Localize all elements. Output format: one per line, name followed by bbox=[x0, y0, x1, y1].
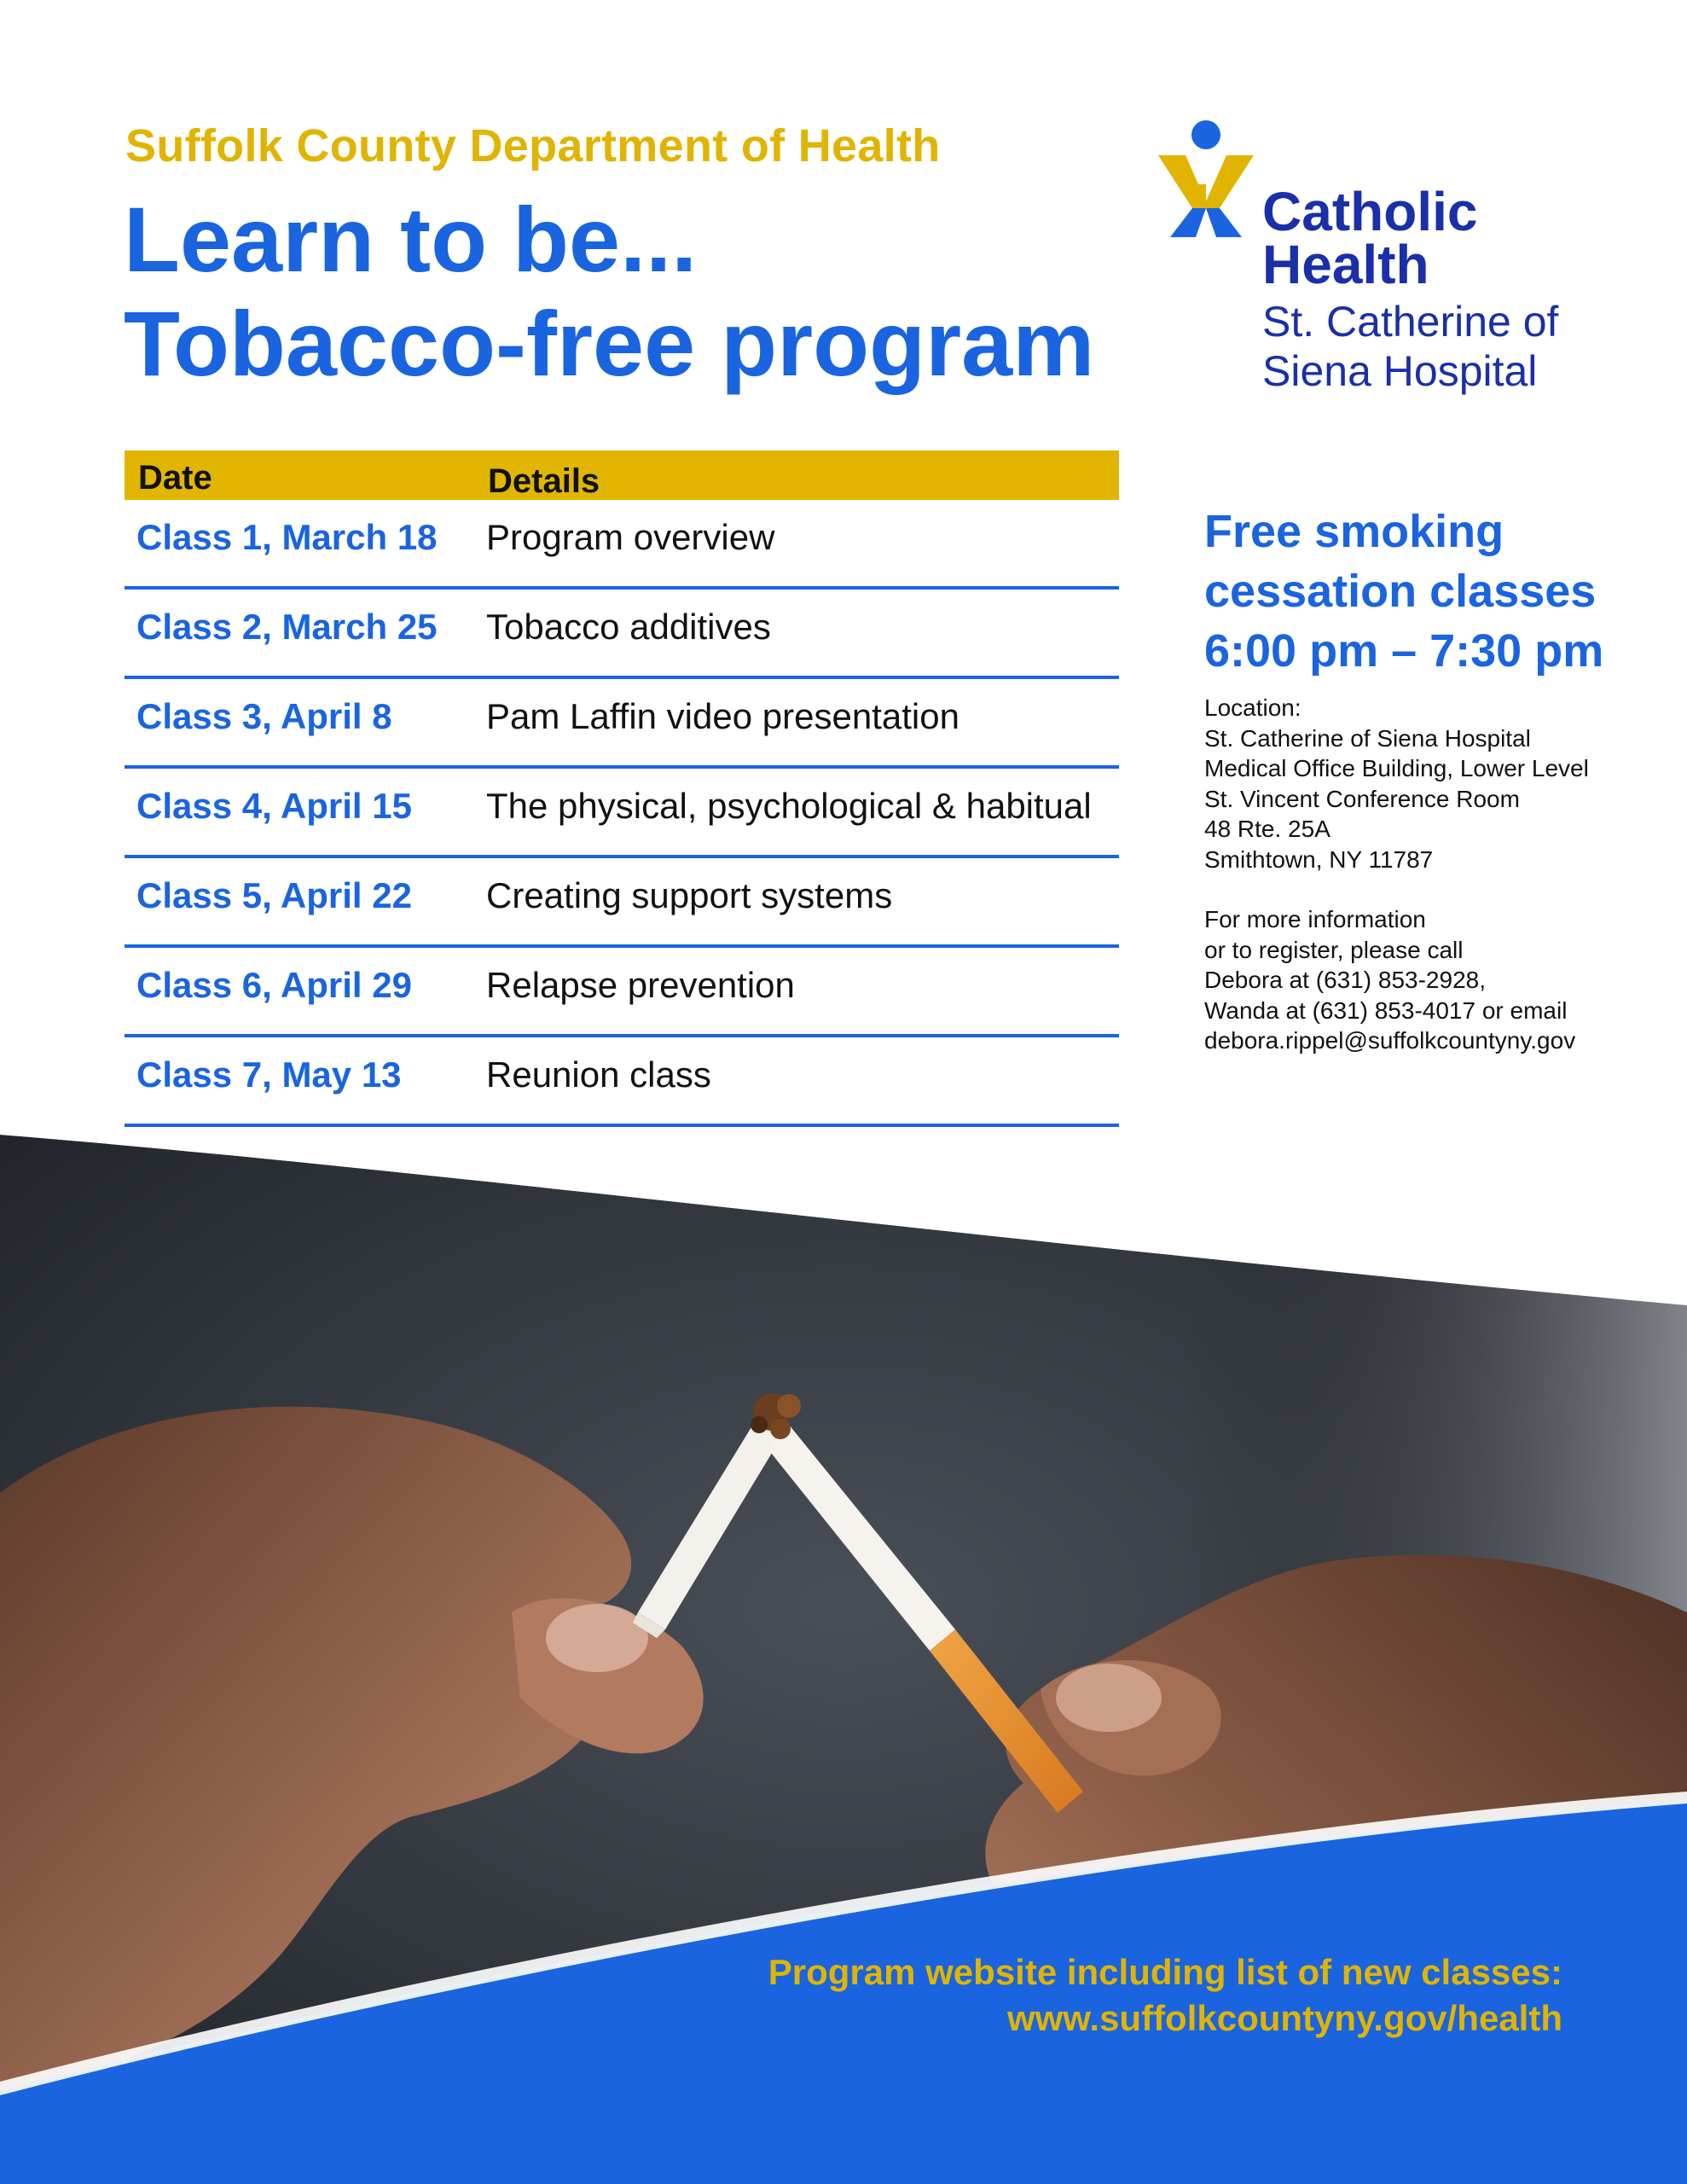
class-details: Program overview bbox=[486, 517, 775, 557]
catholic-health-logo bbox=[1158, 119, 1619, 410]
table-row bbox=[125, 1037, 1119, 1127]
class-details: Relapse prevention bbox=[486, 965, 795, 1005]
contact-line: Wanda at (631) 853-4017 or email bbox=[1204, 996, 1568, 1024]
logo-hospital-line-2: Siena Hospital bbox=[1262, 347, 1538, 395]
class-date: Class 2, March 25 bbox=[136, 607, 438, 647]
column-header-details: Details bbox=[488, 462, 600, 500]
spacer bbox=[1204, 874, 1665, 904]
title-line-1: Learn to be... bbox=[124, 188, 698, 291]
department-name: Suffolk County Department of Health bbox=[125, 120, 941, 171]
logo-hospital-line-1: St. Catherine of bbox=[1262, 298, 1559, 346]
table-header bbox=[125, 450, 1119, 500]
class-details: Reunion class bbox=[486, 1054, 711, 1095]
class-date: Class 1, March 18 bbox=[136, 517, 438, 557]
class-details: Creating support systems bbox=[486, 875, 893, 915]
class-schedule-table bbox=[125, 450, 1119, 1127]
contact-line: For more information bbox=[1204, 906, 1426, 932]
class-time: 6:00 pm – 7:30 pm bbox=[1204, 625, 1604, 677]
table-row bbox=[125, 858, 1119, 948]
catholic-health-logo-icon bbox=[1158, 119, 1254, 239]
location-line: St. Vincent Conference Room bbox=[1204, 785, 1520, 812]
title-line-2: Tobacco-free program bbox=[124, 292, 1095, 395]
contact-line: Debora at (631) 853-2928, bbox=[1204, 967, 1486, 993]
column-header-date: Date bbox=[138, 459, 212, 497]
class-info-panel bbox=[1204, 502, 1665, 1056]
location-line: Smithtown, NY 11787 bbox=[1204, 845, 1434, 873]
class-date: Class 4, April 15 bbox=[136, 786, 412, 826]
contact-email: debora.rippel@suffolkcountyny.gov bbox=[1204, 1027, 1576, 1054]
class-date: Class 7, May 13 bbox=[136, 1054, 402, 1095]
logo-name-line-2: Health bbox=[1262, 234, 1429, 295]
class-details: Tobacco additives bbox=[486, 607, 771, 647]
table-row bbox=[125, 769, 1119, 858]
location-line: St. Catherine of Siena Hospital bbox=[1204, 724, 1531, 752]
table-row bbox=[125, 679, 1119, 769]
program-website-url[interactable]: www.suffolkcountyny.gov/health bbox=[1006, 1998, 1562, 2038]
location-line: 48 Rte. 25A bbox=[1204, 816, 1330, 842]
class-date: Class 5, April 22 bbox=[136, 875, 412, 915]
contact-line: or to register, please call bbox=[1204, 936, 1464, 963]
logo-name-line-1: Catholic bbox=[1262, 181, 1478, 242]
info-headline-1: Free smoking bbox=[1204, 506, 1504, 557]
table-row bbox=[125, 590, 1119, 679]
class-date: Class 3, April 8 bbox=[136, 696, 392, 736]
info-headline-2: cessation classes bbox=[1204, 566, 1597, 617]
location-label: Location: bbox=[1204, 694, 1301, 721]
class-date: Class 6, April 29 bbox=[136, 965, 412, 1005]
table-row bbox=[125, 500, 1119, 590]
class-details: The physical, psychological & habitual bbox=[486, 786, 1092, 826]
location-line: Medical Office Building, Lower Level bbox=[1204, 755, 1589, 781]
table-row bbox=[125, 948, 1119, 1037]
location-and-contact bbox=[1204, 693, 1665, 1056]
class-details: Pam Laffin video presentation bbox=[486, 696, 959, 736]
program-website-label: Program website including list of new classes: bbox=[768, 1952, 1562, 1992]
